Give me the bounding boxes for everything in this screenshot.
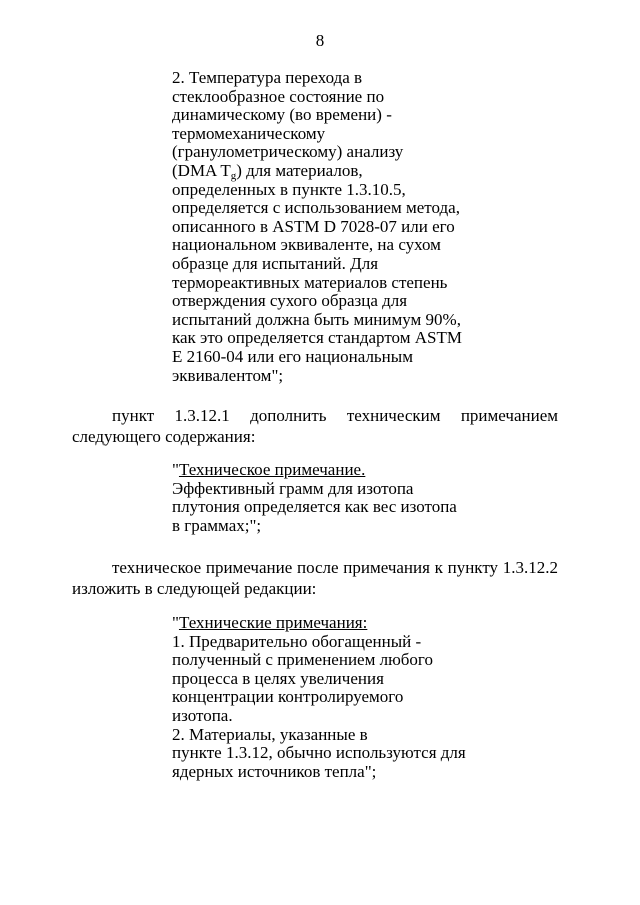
paragraph-line: следующего содержания:	[72, 427, 256, 446]
text-line: национальном эквиваленте, на сухом	[172, 235, 441, 255]
dma-label: (DMA T	[172, 160, 231, 180]
quote-mark: "	[172, 460, 179, 479]
text-line: ядерных источников тепла";	[172, 761, 377, 781]
quoted-block-glass-transition	[172, 69, 462, 385]
text-line: термореактивных материалов степень	[172, 272, 448, 292]
text-line: эквивалентом";	[172, 365, 284, 385]
text-line: плутония определяется как вес изотопа	[172, 497, 457, 517]
text-line: стеклообразное состояние по	[172, 86, 385, 106]
text-line: испытаний должна быть минимум 90%,	[172, 309, 461, 329]
paragraph-replace-note-1-3-12-2	[72, 557, 558, 599]
page-number: 8	[315, 31, 325, 50]
text-line: определенных в пункте 1.3.10.5,	[172, 179, 406, 199]
text-line: пункте 1.3.12, обычно используются для	[172, 743, 466, 763]
text-line: определяется с использованием метода,	[172, 198, 460, 218]
quote-mark: "	[172, 613, 179, 632]
text-line: образце для испытаний. Для	[172, 253, 379, 273]
note-heading: Техническое примечание.	[178, 460, 366, 479]
text-line: полученный с применением любого	[172, 650, 433, 670]
quoted-block-effective-gram	[172, 461, 457, 535]
notes-heading: Технические примечания:	[178, 613, 368, 632]
text-line: динамическому (во времени) -	[172, 105, 392, 125]
quoted-block-technical-notes	[172, 614, 466, 781]
dma-subscript: g	[230, 169, 237, 182]
notes-heading-line	[172, 614, 466, 633]
text-line: изотопа.	[172, 705, 233, 725]
paragraph-line: изложить в следующей редакции:	[72, 579, 317, 598]
paragraph-add-note-1-3-12-1	[72, 405, 558, 447]
note-heading-line	[172, 461, 457, 480]
text-line: отверждения сухого образца для	[172, 291, 408, 311]
text-line: в граммах;";	[172, 515, 262, 535]
text-line: описанного в ASTM D 7028-07 или его	[172, 216, 455, 236]
text-line: процесса в целях увеличения	[172, 668, 384, 688]
text-line: как это определяется стандартом ASTM	[172, 328, 462, 348]
text-line-dma	[172, 162, 462, 181]
text-line: 2. Температура перехода в	[172, 68, 363, 87]
paragraph-line: техническое примечание после примечания к пункту 1.3.12.2	[112, 558, 558, 577]
text-line: (гранулометрическому) анализу	[172, 142, 404, 162]
text-line: E 2160-04 или его национальным	[172, 346, 413, 366]
text-line: Эффективный грамм для изотопа	[172, 478, 414, 498]
paragraph-line: пункт 1.3.12.1 дополнить техническим примечанием	[112, 406, 558, 425]
text-line: 1. Предварительно обогащенный -	[172, 631, 422, 651]
text-line: термомеханическому	[172, 123, 326, 143]
text-line: концентрации контролируемого	[172, 687, 404, 707]
dma-rest: ) для материалов,	[236, 160, 363, 180]
text-line: 2. Материалы, указанные в	[172, 724, 368, 744]
